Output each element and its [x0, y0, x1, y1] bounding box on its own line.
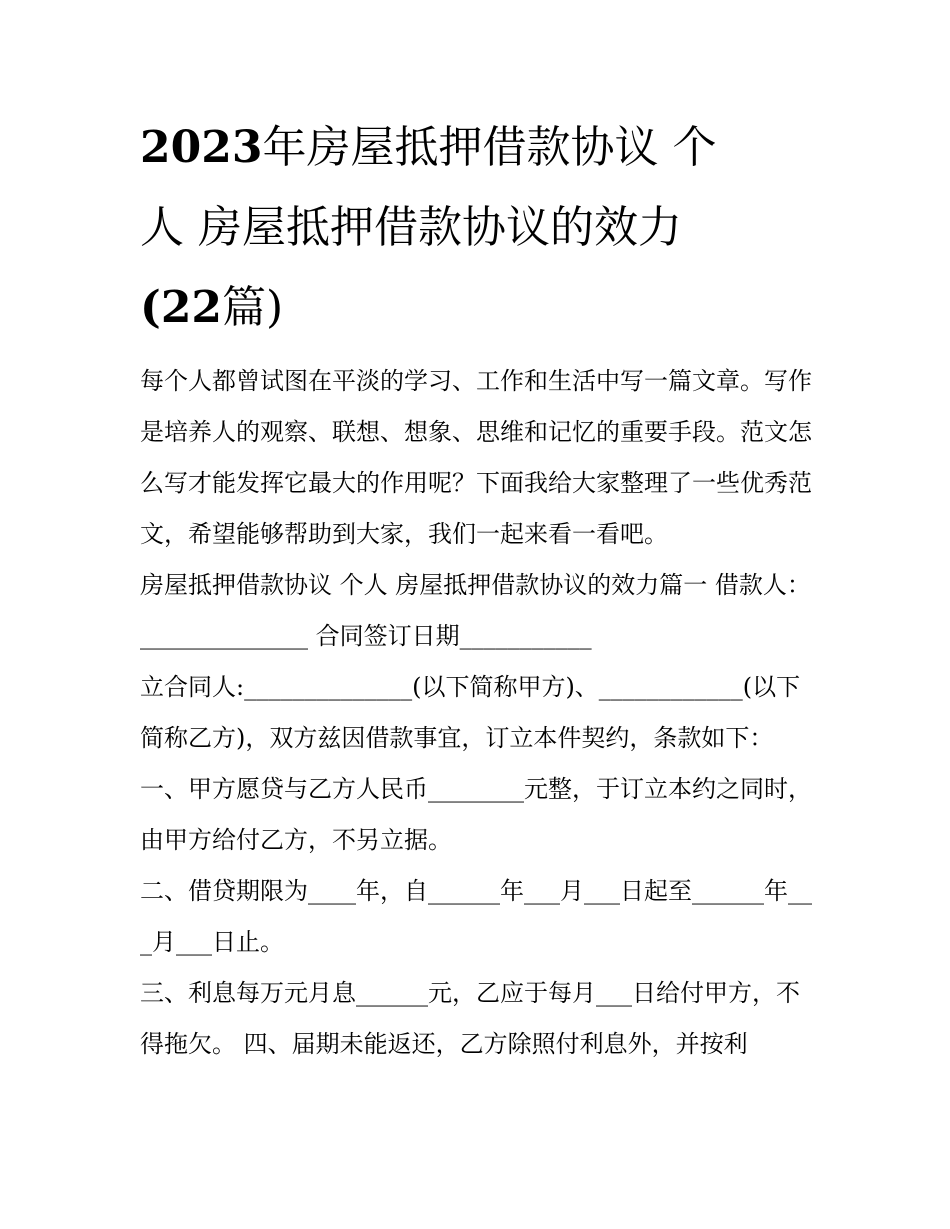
title-line-3: (22篇): [140, 282, 284, 333]
intro-paragraph: 每个人都曾试图在平淡的学习、工作和生活中写一篇文章。写作是培养人的观察、联想、想象、思维和记忆的重要手段。范文怎么写才能发挥它最大的作用呢？下面我给大家整理了一些优秀范文，希望能够帮助到大家，我们一起来看一看吧。: [140, 367, 812, 548]
parties-paragraph: 立合同人:______________(以下简称甲方)、____________(以下简称乙方)，双方兹因借款事宜，订立本件契约，条款如下：: [140, 673, 801, 752]
title-line-1: 2023年房屋抵押借款协议 个: [140, 122, 717, 173]
document-title: [140, 108, 820, 348]
clause-3: 三、利息每万元月息______元，乙应于每月___日给付甲方，不得拖欠。 四、届期未能返还，乙方除照付利息外，并按利: [140, 979, 800, 1058]
document-page: [140, 108, 820, 1070]
title-line-2: 人 房屋抵押借款协议的效力: [140, 202, 682, 253]
clause-1: 一、甲方愿贷与乙方人民币________元整，于订立本约之同时，由甲方给付乙方，不另立据。: [140, 775, 812, 854]
section-heading: 房屋抵押借款协议 个人 房屋抵押借款协议的效力篇一 借款人：______________ 合同签订日期___________: [140, 571, 811, 650]
clause-2: 二、借贷期限为____年，自______年___月___日起至______年___月___日止。: [140, 877, 812, 956]
